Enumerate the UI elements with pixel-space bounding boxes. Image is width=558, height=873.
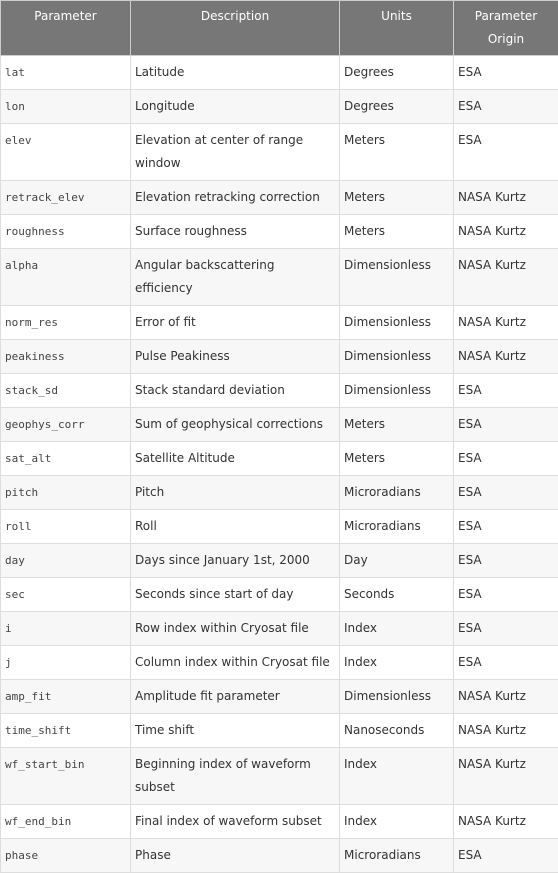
table-row xyxy=(1,646,558,680)
cell-origin: NASA Kurtz xyxy=(454,805,558,839)
cell-origin: ESA xyxy=(454,510,558,544)
cell-description: Longitude xyxy=(131,90,340,124)
cell-origin: ESA xyxy=(454,612,558,646)
cell-parameter: lon xyxy=(1,90,131,124)
cell-parameter: phase xyxy=(1,839,131,873)
table-row xyxy=(1,215,558,249)
cell-description: Time shift xyxy=(131,714,340,748)
table-row xyxy=(1,306,558,340)
cell-origin: ESA xyxy=(454,442,558,476)
cell-units: Degrees xyxy=(340,90,454,124)
cell-units: Meters xyxy=(340,215,454,249)
cell-description: Days since January 1st, 2000 xyxy=(131,544,340,578)
header-parameter-origin: Parameter Origin xyxy=(454,1,558,56)
table-body xyxy=(1,56,558,873)
cell-description: Row index within Cryosat file xyxy=(131,612,340,646)
cell-origin: NASA Kurtz xyxy=(454,748,558,805)
cell-units: Index xyxy=(340,646,454,680)
cell-description: Error of fit xyxy=(131,306,340,340)
header-units: Units xyxy=(340,1,454,56)
header-row xyxy=(1,1,558,56)
header-parameter: Parameter xyxy=(1,1,131,56)
cell-description: Phase xyxy=(131,839,340,873)
cell-description: Seconds since start of day xyxy=(131,578,340,612)
cell-units: Index xyxy=(340,805,454,839)
cell-description: Latitude xyxy=(131,56,340,90)
cell-origin: ESA xyxy=(454,56,558,90)
cell-parameter: geophys_corr xyxy=(1,408,131,442)
table-row xyxy=(1,680,558,714)
cell-origin: ESA xyxy=(454,544,558,578)
cell-units: Dimensionless xyxy=(340,249,454,306)
cell-origin: ESA xyxy=(454,839,558,873)
table-row xyxy=(1,839,558,873)
cell-parameter: sec xyxy=(1,578,131,612)
cell-units: Meters xyxy=(340,181,454,215)
cell-parameter: norm_res xyxy=(1,306,131,340)
cell-units: Index xyxy=(340,748,454,805)
table-row xyxy=(1,90,558,124)
cell-origin: ESA xyxy=(454,476,558,510)
cell-units: Microradians xyxy=(340,510,454,544)
cell-description: Sum of geophysical corrections xyxy=(131,408,340,442)
cell-origin: ESA xyxy=(454,90,558,124)
cell-description: Beginning index of waveform subset xyxy=(131,748,340,805)
cell-origin: ESA xyxy=(454,124,558,181)
cell-units: Seconds xyxy=(340,578,454,612)
cell-parameter: peakiness xyxy=(1,340,131,374)
cell-units: Nanoseconds xyxy=(340,714,454,748)
cell-units: Dimensionless xyxy=(340,374,454,408)
table-row xyxy=(1,805,558,839)
table-row xyxy=(1,544,558,578)
cell-units: Index xyxy=(340,612,454,646)
table-row xyxy=(1,510,558,544)
cell-parameter: elev xyxy=(1,124,131,181)
cell-origin: NASA Kurtz xyxy=(454,340,558,374)
table-row xyxy=(1,578,558,612)
table-row xyxy=(1,714,558,748)
cell-origin: ESA xyxy=(454,408,558,442)
table-row xyxy=(1,374,558,408)
table-row xyxy=(1,748,558,805)
cell-parameter: time_shift xyxy=(1,714,131,748)
cell-parameter: roll xyxy=(1,510,131,544)
cell-origin: ESA xyxy=(454,646,558,680)
cell-units: Meters xyxy=(340,408,454,442)
cell-origin: NASA Kurtz xyxy=(454,306,558,340)
table-row xyxy=(1,442,558,476)
cell-parameter: pitch xyxy=(1,476,131,510)
cell-description: Final index of waveform subset xyxy=(131,805,340,839)
cell-parameter: retrack_elev xyxy=(1,181,131,215)
cell-description: Column index within Cryosat file xyxy=(131,646,340,680)
cell-units: Microradians xyxy=(340,839,454,873)
cell-parameter: j xyxy=(1,646,131,680)
cell-units: Dimensionless xyxy=(340,306,454,340)
cell-description: Surface roughness xyxy=(131,215,340,249)
table-header xyxy=(1,1,558,56)
cell-description: Elevation retracking correction xyxy=(131,181,340,215)
cell-description: Elevation at center of range window xyxy=(131,124,340,181)
table-row xyxy=(1,124,558,181)
table-row xyxy=(1,340,558,374)
cell-origin: NASA Kurtz xyxy=(454,714,558,748)
cell-description: Amplitude fit parameter xyxy=(131,680,340,714)
cell-origin: ESA xyxy=(454,578,558,612)
cell-parameter: wf_start_bin xyxy=(1,748,131,805)
cell-parameter: sat_alt xyxy=(1,442,131,476)
cell-parameter: alpha xyxy=(1,249,131,306)
cell-description: Stack standard deviation xyxy=(131,374,340,408)
cell-units: Meters xyxy=(340,124,454,181)
table-row xyxy=(1,612,558,646)
cell-units: Degrees xyxy=(340,56,454,90)
cell-units: Meters xyxy=(340,442,454,476)
cell-parameter: stack_sd xyxy=(1,374,131,408)
table-row xyxy=(1,408,558,442)
cell-units: Dimensionless xyxy=(340,340,454,374)
cell-origin: NASA Kurtz xyxy=(454,181,558,215)
table-row xyxy=(1,181,558,215)
header-description: Description xyxy=(131,1,340,56)
cell-origin: NASA Kurtz xyxy=(454,249,558,306)
cell-description: Pitch xyxy=(131,476,340,510)
cell-parameter: i xyxy=(1,612,131,646)
cell-description: Angular backscattering efficiency xyxy=(131,249,340,306)
cell-parameter: amp_fit xyxy=(1,680,131,714)
cell-origin: NASA Kurtz xyxy=(454,680,558,714)
cell-origin: ESA xyxy=(454,374,558,408)
cell-units: Day xyxy=(340,544,454,578)
table-row xyxy=(1,56,558,90)
cell-parameter: lat xyxy=(1,56,131,90)
cell-origin: NASA Kurtz xyxy=(454,215,558,249)
cell-description: Satellite Altitude xyxy=(131,442,340,476)
table-row xyxy=(1,249,558,306)
cell-units: Dimensionless xyxy=(340,680,454,714)
cell-parameter: day xyxy=(1,544,131,578)
cell-parameter: roughness xyxy=(1,215,131,249)
cell-description: Pulse Peakiness xyxy=(131,340,340,374)
cell-description: Roll xyxy=(131,510,340,544)
cell-parameter: wf_end_bin xyxy=(1,805,131,839)
table-row xyxy=(1,476,558,510)
cell-units: Microradians xyxy=(340,476,454,510)
